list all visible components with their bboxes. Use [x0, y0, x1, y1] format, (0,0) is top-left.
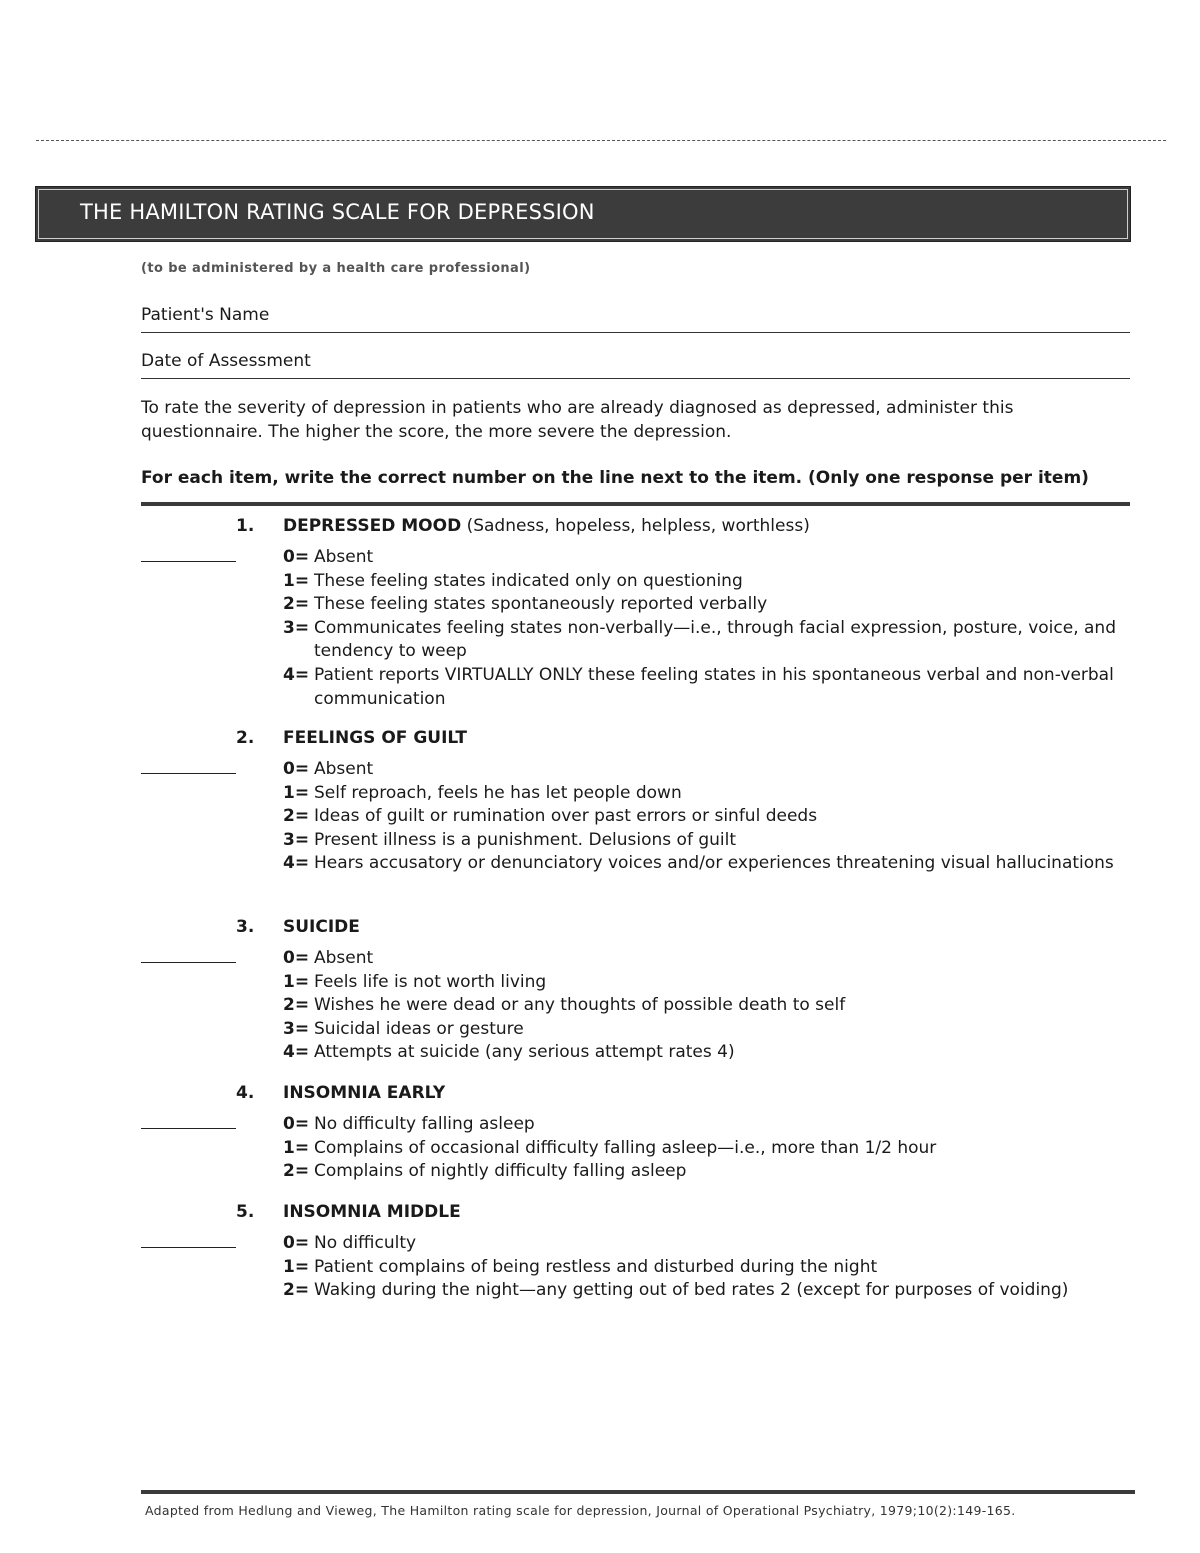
- option-text: Feels life is not worth living: [314, 971, 547, 992]
- option-text: Patient complains of being restless and disturbed during the night: [314, 1256, 878, 1277]
- item-title: SUICIDE: [283, 917, 360, 937]
- option-score: 4=: [283, 1042, 310, 1063]
- option-text: These feeling states spontaneously reported verbally: [314, 594, 768, 615]
- option-item: [283, 829, 1133, 853]
- item-title: INSOMNIA MIDDLE: [283, 1202, 461, 1222]
- option-text: Hears accusatory or denunciatory voices and/or experiences threatening visual hallucinations: [314, 853, 1114, 874]
- option-list: [283, 758, 1133, 876]
- item-number: 3.: [236, 917, 255, 937]
- intro-text: To rate the severity of depression in patients who are already diagnosed as depressed, administer this questionnaire. The higher the score, the more severe the depression.: [141, 398, 1014, 442]
- option-text: Complains of nightly difficulty falling asleep: [314, 1161, 687, 1182]
- option-text: Present illness is a punishment. Delusions of guilt: [314, 829, 737, 850]
- option-text: No difficulty: [314, 1233, 417, 1253]
- item-number: 2.: [236, 728, 255, 748]
- option-item: [283, 1279, 1133, 1303]
- date-of-assessment-label: Date of Assessment: [141, 351, 311, 371]
- option-score: 2=: [283, 594, 310, 615]
- option-text: Attempts at suicide (any serious attempt rates 4): [314, 1042, 735, 1063]
- footer-divider: [141, 1490, 1135, 1494]
- option-score: 1=: [283, 971, 310, 992]
- item-title: FEELINGS OF GUILT: [283, 728, 468, 748]
- option-score: 3=: [283, 1018, 310, 1039]
- item-heading: [283, 1202, 461, 1222]
- option-list: [283, 1113, 1133, 1184]
- item-heading: [283, 917, 360, 937]
- option-score: 3=: [283, 617, 310, 638]
- score-answer-line[interactable]: [141, 1247, 236, 1248]
- item-title: INSOMNIA EARLY: [283, 1083, 446, 1103]
- score-answer-line[interactable]: [141, 962, 236, 963]
- option-text: Absent: [314, 759, 374, 779]
- option-item: [283, 1018, 1133, 1042]
- option-item: [283, 570, 1133, 594]
- option-item: [283, 664, 1133, 711]
- option-score: 1=: [283, 1137, 310, 1158]
- option-text: Communicates feeling states non-verbally—i.e., through facial expression, posture, voice, and tendency to weep: [314, 617, 1116, 662]
- citation-footer: Adapted from Hedlung and Vieweg, The Hamilton rating scale for depression, Journal of Operational Psychiatry, 1979;10(2):149-165.: [145, 1503, 1016, 1518]
- item-heading: [283, 728, 467, 748]
- option-score: 0=: [283, 1233, 310, 1253]
- option-score: 2=: [283, 995, 310, 1016]
- option-item: [283, 1232, 1133, 1256]
- option-item: [283, 782, 1133, 806]
- option-text: Ideas of guilt or rumination over past errors or sinful deeds: [314, 806, 818, 827]
- option-text: Patient reports VIRTUALLY ONLY these feeling states in his spontaneous verbal and non-verbal communication: [314, 664, 1114, 709]
- item-number: 4.: [236, 1083, 255, 1103]
- option-text: No difficulty falling asleep: [314, 1114, 535, 1134]
- patient-name-field[interactable]: [141, 302, 1130, 333]
- option-item: [283, 1256, 1133, 1280]
- option-text: Waking during the night—any getting out of bed rates 2 (except for purposes of voiding): [314, 1280, 1069, 1301]
- date-of-assessment-field[interactable]: [141, 348, 1130, 379]
- option-score: 2=: [283, 806, 310, 827]
- option-item: [283, 994, 1133, 1018]
- patient-name-label: Patient's Name: [141, 305, 270, 325]
- option-item: [283, 758, 1133, 782]
- option-item: [283, 617, 1133, 664]
- option-score: 0=: [283, 1114, 310, 1134]
- option-item: [283, 947, 1133, 971]
- option-item: [283, 593, 1133, 617]
- option-item: [283, 971, 1133, 995]
- option-text: Absent: [314, 547, 374, 567]
- option-score: 2=: [283, 1161, 310, 1182]
- option-item: [283, 1041, 1133, 1065]
- option-score: 4=: [283, 664, 310, 685]
- dashed-cut-line: [36, 140, 1166, 141]
- option-score: 2=: [283, 1280, 310, 1301]
- option-list: [283, 546, 1133, 711]
- option-text: Wishes he were dead or any thoughts of possible death to self: [314, 995, 846, 1016]
- option-item: [283, 546, 1133, 570]
- option-item: [283, 852, 1133, 876]
- option-item: [283, 805, 1133, 829]
- option-text: Self reproach, feels he has let people down: [314, 782, 682, 803]
- item-heading: [283, 1083, 445, 1103]
- option-score: 1=: [283, 782, 310, 803]
- option-item: [283, 1113, 1133, 1137]
- option-item: [283, 1137, 1133, 1161]
- option-score: 0=: [283, 547, 310, 567]
- option-score: 0=: [283, 948, 310, 968]
- option-score: 0=: [283, 759, 310, 779]
- option-score: 1=: [283, 1256, 310, 1277]
- option-item: [283, 1160, 1133, 1184]
- option-list: [283, 947, 1133, 1065]
- score-answer-line[interactable]: [141, 773, 236, 774]
- section-divider: [141, 502, 1130, 506]
- option-score: 1=: [283, 570, 310, 591]
- option-list: [283, 1232, 1133, 1303]
- score-answer-line[interactable]: [141, 561, 236, 562]
- item-detail: (Sadness, hopeless, helpless, worthless): [461, 516, 810, 536]
- option-text: Absent: [314, 948, 374, 968]
- item-number: 1.: [236, 516, 255, 536]
- item-title: DEPRESSED MOOD: [283, 516, 462, 536]
- score-answer-line[interactable]: [141, 1128, 236, 1129]
- instruction-text: For each item, write the correct number on the line next to the item. (Only one response per item): [141, 468, 1089, 488]
- option-text: Complains of occasional difficulty falling asleep—i.e., more than 1/2 hour: [314, 1137, 937, 1158]
- subtitle: (to be administered by a health care professional): [141, 261, 531, 276]
- item-number: 5.: [236, 1202, 255, 1222]
- item-heading: [283, 516, 810, 536]
- option-score: 3=: [283, 829, 310, 850]
- option-text: These feeling states indicated only on questioning: [314, 570, 743, 591]
- option-score: 4=: [283, 853, 310, 874]
- option-text: Suicidal ideas or gesture: [314, 1018, 524, 1039]
- page-title: THE HAMILTON RATING SCALE FOR DEPRESSION: [80, 200, 595, 224]
- title-bar: [35, 186, 1131, 242]
